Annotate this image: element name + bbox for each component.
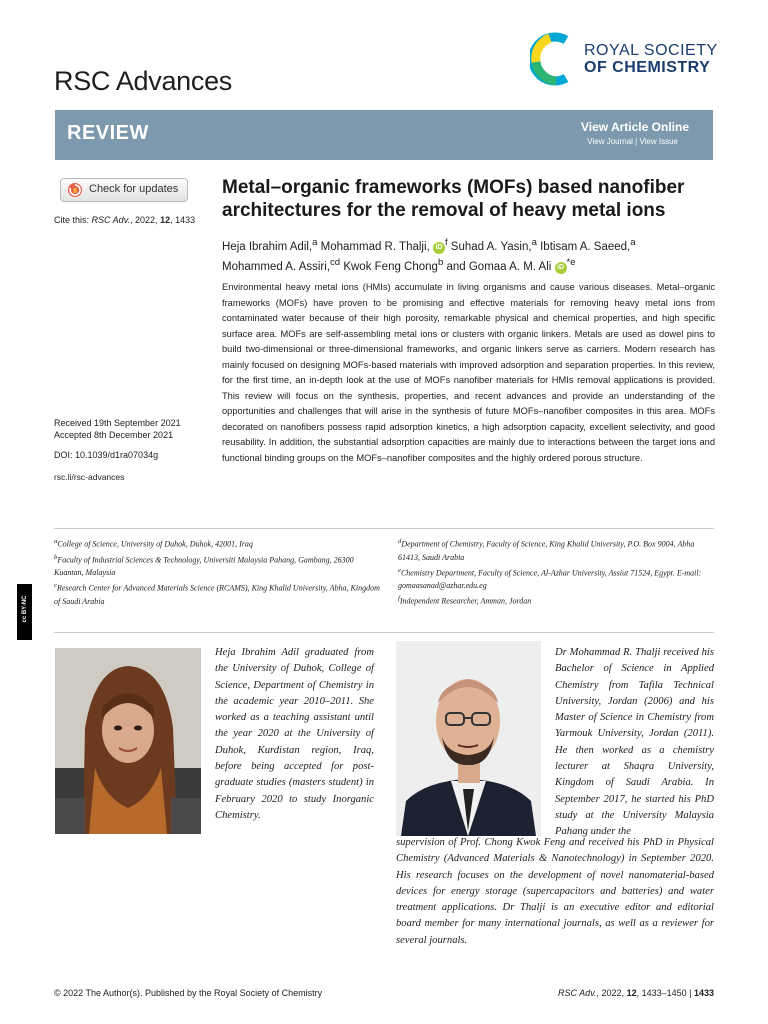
- affiliation-sup: c: [54, 582, 57, 590]
- article-title: Metal–organic frameworks (MOFs) based nanofiber architectures for the removal of heavy metal ions: [222, 177, 685, 221]
- page-footer: [558, 988, 714, 998]
- check-for-updates-button[interactable]: [60, 178, 188, 202]
- affiliation: [54, 551, 384, 580]
- portrait-man-image: [396, 641, 541, 836]
- cc-license-icon: cc BY-NC: [22, 595, 28, 623]
- cc-license-badge[interactable]: [17, 584, 32, 640]
- orcid-icon[interactable]: iD: [555, 262, 567, 274]
- biography-thalji-part2: supervision of Prof. Chong Kwok Feng and received his PhD in Physical Chemistry (Advanced Materials & Nanotechnology) in September 2020. His research focuses on the development of novel nanomaterial-based devices for energy storage (supercapacitors and batteries) and water treatment applications. Dr Thalji is an executive editor and editorial board member for many international journals, as well as a reviewer for several journals.: [396, 837, 714, 946]
- affiliation-text: College of Science, University of Duhok, Duhok, 42001, Iraq: [57, 539, 253, 549]
- author[interactable]: Mohammed A. Assiri,: [222, 260, 331, 273]
- doi[interactable]: DOI: 10.1039/d1ra07034g: [54, 450, 159, 460]
- affiliation-sup: a: [54, 538, 58, 545]
- cite-journal: RSC Adv.: [91, 215, 131, 225]
- portrait-woman-image: [55, 648, 201, 834]
- author-sup: f: [444, 237, 448, 248]
- citation: [54, 215, 195, 225]
- page-number: 1433: [693, 988, 714, 998]
- dates: [54, 417, 181, 441]
- logo-line2: OF CHEMISTRY: [584, 59, 711, 76]
- view-journal-issue-links[interactable]: View Journal | View Issue: [587, 137, 678, 146]
- author[interactable]: and Gomaa A. M. Ali: [443, 260, 552, 273]
- affiliation-text: Research Center for Advanced Materials Science (RCAMS), King Khalid University, Abha, Kingdom of Saudi Arabia: [54, 583, 380, 606]
- affiliation-sup: f: [398, 595, 400, 603]
- affiliation-text: Faculty of Industrial Sciences & Technology, Universiti Malaysia Pahang, Gambang, 26300 Kuantan, Malaysia: [54, 555, 354, 578]
- biography-adil: Heja Ibrahim Adil graduated from the University of Duhok, College of Science, Department of Chemistry in the academic year 2010–2011. She worked as a teaching assistant until the year 2020 at the University of Duhok, Kurdistan region, Iraq, before being accepted for post-graduate studies (masters student) in February 2020 to study Inorganic Chemistry.: [215, 647, 374, 821]
- author[interactable]: Ibtisam A. Saeed,: [536, 240, 631, 253]
- author-sup: cd: [330, 256, 341, 268]
- affiliation-text: Chemistry Department, Faculty of Science, Al-Azhar University, Assiut 71524, Egypt. E-mail: gomaasanad@azhar.edu.eg: [398, 568, 702, 591]
- author-list: [222, 235, 722, 275]
- footer-pages: , 1433–1450 |: [636, 988, 694, 998]
- cite-page: , 1433: [170, 215, 196, 225]
- author[interactable]: Heja Ibrahim Adil,: [222, 240, 313, 253]
- affiliation-sup: b: [54, 553, 58, 561]
- divider: [54, 632, 714, 633]
- footer-journal: RSC Adv.: [558, 988, 597, 998]
- author[interactable]: Mohammad R. Thalji,: [317, 240, 430, 253]
- author-sup: *e: [566, 256, 576, 268]
- publisher-logo[interactable]: [530, 32, 720, 86]
- view-article-online-link[interactable]: View Article Online: [580, 120, 689, 134]
- cite-year: , 2022,: [130, 215, 161, 225]
- author-photo-adil: [55, 648, 201, 834]
- received-date: Received 19th September 2021: [54, 418, 181, 428]
- author-sup: b: [437, 256, 444, 268]
- journal-name: RSC Advances: [54, 66, 232, 96]
- article-type-banner: [55, 110, 713, 160]
- author[interactable]: Kwok Feng Chong: [340, 260, 438, 273]
- copyright-footer: © 2022 The Author(s). Published by the Royal Society of Chemistry: [54, 988, 323, 998]
- author-sup: a: [630, 237, 636, 248]
- affiliation: [54, 579, 384, 608]
- rsc-logo-icon: [530, 32, 578, 86]
- affiliation-text: Independent Researcher, Amman, Jordan: [399, 596, 532, 606]
- author-sup: a: [312, 237, 318, 248]
- cite-prefix: Cite this:: [54, 215, 92, 225]
- accepted-date: Accepted 8th December 2021: [54, 430, 174, 440]
- affiliation: [398, 592, 718, 608]
- author[interactable]: Suhad A. Yasin,: [447, 240, 532, 253]
- orcid-icon[interactable]: iD: [433, 242, 445, 254]
- affiliation: [398, 564, 718, 593]
- affiliation: [54, 535, 384, 551]
- biography-thalji-part1: Dr Mohammad R. Thalji received his Bachelor of Science in Applied Chemistry from Tafila Technical University, Jordan (2006) and his Master of Science in Chemistry from Yarmouk University, Jordan (2011). He then worked as a chemistry lecturer at Shaqra University, Kingdom of Saudi Arabia. In September 2017, he started his PhD study at the University Malaysia Pahang under the: [555, 647, 714, 838]
- author-photo-thalji: [396, 641, 541, 836]
- author-sup: a: [531, 237, 537, 248]
- affiliation-sup: e: [398, 566, 401, 574]
- cite-volume: 12: [160, 215, 171, 225]
- affiliation-text: Department of Chemistry, Faculty of Science, King Khalid University, P.O. Box 9004, Abha 61413, Saudi Arabia: [398, 539, 695, 562]
- check-updates-icon: [67, 182, 83, 198]
- logo-line1: ROYAL SOCIETY: [584, 42, 718, 59]
- divider: [54, 528, 714, 529]
- journal-link[interactable]: rsc.li/rsc-advances: [54, 472, 125, 482]
- check-updates-label: Check for updates: [89, 183, 179, 195]
- affiliations-left: [54, 535, 384, 608]
- affiliation: [398, 535, 718, 564]
- affiliation-sup: d: [398, 538, 402, 545]
- article-type-label: REVIEW: [67, 122, 149, 144]
- affiliations-right: [398, 535, 718, 608]
- footer-year: , 2022,: [596, 988, 627, 998]
- abstract: Environmental heavy metal ions (HMIs) accumulate in living organisms and cause various diseases. Metal–organic frameworks (MOFs) have proven to be promising and effective materials for removing heavy metal ions from contaminated water because of their high porosity, remarkable physical and chemical properties, and high specific surface area. MOFs are self-assembling metal ions or clusters with organic linkers. Metals are used as dowel pins to build two-dimensional or three-dimensional frameworks, and organic linkers serve as carriers. Modern research has mainly focused on designing MOFs-based materials with improved adsorption and separation properties. In this review, for the first time, an in-depth look at the use of MOFs nanofiber materials for HMIs removal applications is provided. This review will focus on the synthesis, properties, and recent advances and provide an understanding of the opportunities and challenges that will arise in the synthesis of future MOFs–nanofiber composites in this area. MOFs decorated on nanofibers possess rapid adsorption kinetics, a high adsorption capacity, excellent selectivity, and good reusability. In addition, the substantial adsorption capacities are mainly due to interactions between the target ions and functional binding groups on the MOFs–nanofiber composites and the highly ordered porous structure.: [222, 282, 715, 463]
- footer-volume: 12: [626, 988, 637, 998]
